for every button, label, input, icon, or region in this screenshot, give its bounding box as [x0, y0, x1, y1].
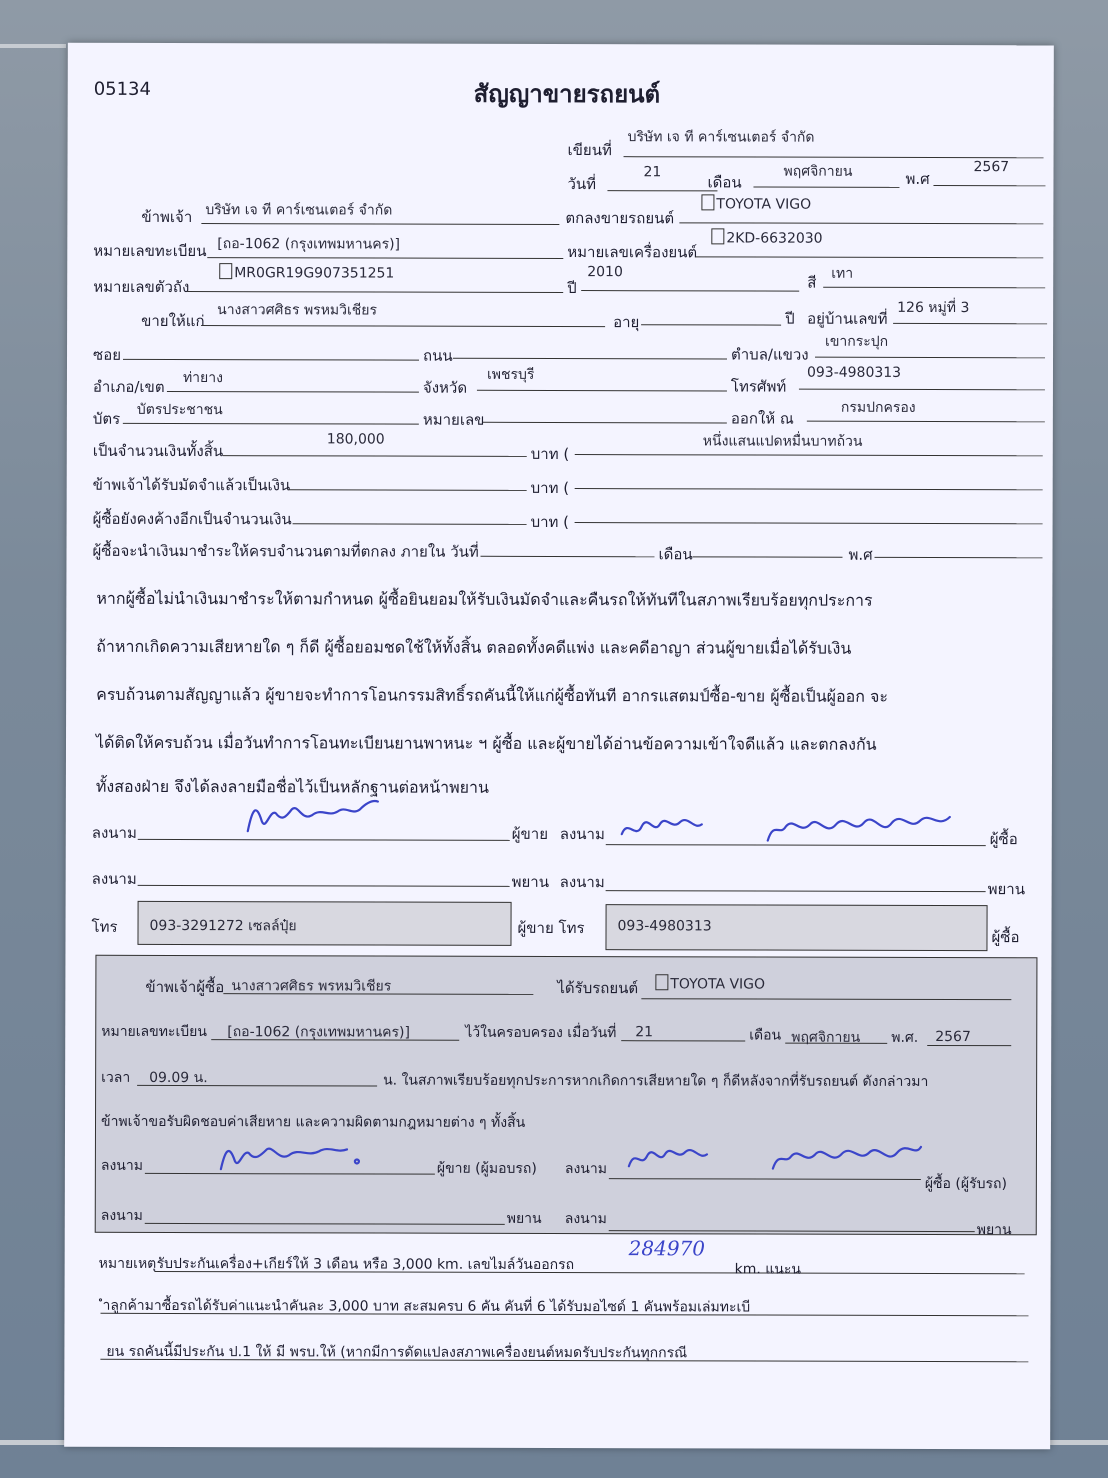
label-seller-tel: ผู้ขาย โทร	[517, 918, 585, 938]
label-chassis: หมายเลขตัวถัง	[93, 277, 190, 297]
underline	[607, 190, 717, 191]
clause-line: ถ้าหากเกิดความเสียหายใด ๆ ก็ดี ผู้ซื้อยอมชดใช้ให้ทั้งสิ้น ตลอดทั้งคดีแพ่ง และคดีอาญา ส่วนผู้ขายเมื่อได้รับเงิน	[96, 636, 852, 658]
field-total: 180,000	[326, 431, 385, 448]
label-possess: ไว้ในครอบครอง เมื่อวันที่	[465, 1024, 617, 1042]
field-buyer-name: นางสาวศศิธร พรหมวิเชียร	[217, 302, 378, 319]
label-sign: ลงนาม	[564, 1161, 607, 1178]
receipt-buyer-signature	[623, 1128, 923, 1177]
label-sign: ลงนาม	[100, 1157, 143, 1174]
receipt-condition: น. ในสภาพเรียบร้อยทุกประการหากเกิดการเสียหายใด ๆ ก็ดีหลังจากที่รับรถยนต์ ดังกล่าวมา	[383, 1072, 929, 1090]
buyer-signature	[618, 800, 978, 849]
notes-line-1: รับประกันเครื่อง+เกียร์ให้ 3 เดือน หรือ 3,000 km. เลขไมล์วันออกรถ	[156, 1255, 575, 1274]
label-witness: พยาน	[976, 1222, 1012, 1239]
underline	[207, 257, 563, 259]
label-receipt-buyer: ผู้ซื้อ (ผู้รับรถ)	[924, 1175, 1007, 1193]
label-sign: ลงนาม	[559, 873, 605, 892]
field-car-model	[701, 194, 811, 212]
clause-line: หากผู้ซื้อไม่นำเงินมาชำระให้ตามกำหนด ผู้ซื้อยินยอมให้รับเงินมัดจำและคืนรถให้ทันทีในสภาพเรียบร้อยทุกประการ	[96, 588, 873, 610]
receipt-buyer-name: นางสาวศศิธร พรหมวิเชียร	[231, 978, 392, 995]
underline	[679, 222, 1043, 224]
underline	[223, 455, 527, 457]
label-buyer: ผู้ซื้อ	[991, 928, 1020, 947]
notes-line-3: ยน รถคันนี้มีประกัน ป.1 ให้ มี พรบ.ให้ (หากมีการดัดแปลงสภาพเครื่องยนต์หมดรับประกันทุกกรณี	[106, 1343, 688, 1362]
checkbox-icon	[701, 194, 714, 210]
handwritten-mileage: 284970	[628, 1236, 706, 1261]
field-subdistrict: เขากระปุก	[825, 333, 889, 350]
field-card: บัตรประชาชน	[136, 401, 223, 419]
underline	[483, 422, 727, 424]
clause-line: ได้ติดให้ครบถ้วน เมื่อวันทำการโอนทะเบียนยานพาหนะ ฯ ผู้ซื้อ และผู้ขายได้อ่านข้อความเข้าใจดีแล้ว และตกลงกัน	[95, 732, 877, 754]
underline	[187, 291, 563, 293]
label-total: เป็นจำนวนเงินทั้งสิ้น	[92, 441, 224, 461]
underline	[641, 324, 781, 325]
label-soi: ซอย	[92, 345, 122, 364]
label-month: เดือน	[658, 545, 693, 564]
label-receipt-seller: ผู้ขาย (ผู้มอบรถ)	[436, 1160, 537, 1177]
field-engine-no	[711, 228, 822, 246]
label-witness: พยาน	[511, 872, 550, 891]
contract-paper	[64, 43, 1054, 1450]
label-witness: พยาน	[506, 1210, 542, 1227]
field-chassis	[219, 263, 394, 281]
field-phone: 093-4980313	[806, 364, 902, 381]
label-seller: ผู้ขาย	[511, 824, 549, 843]
label-baht: บาท (	[530, 512, 570, 532]
underline	[823, 287, 1045, 289]
underline	[201, 223, 559, 225]
underline	[692, 556, 842, 557]
underline	[167, 391, 419, 393]
underline	[893, 323, 1047, 324]
label-year-be: พ.ศ	[905, 169, 930, 188]
label-district: อำเภอ/เขต	[92, 377, 165, 396]
receipt-responsibility: ข้าพเจ้าขอรับผิดชอบค่าเสียหาย และความผิดตามกฎหมายต่าง ๆ ทั้งสิ้น	[100, 1113, 526, 1131]
field-day: 21	[643, 164, 662, 181]
label-receipt-month: เดือน	[749, 1027, 782, 1044]
label-notes: หมายเหตุ	[98, 1255, 157, 1272]
label-sign: ลงนาม	[91, 823, 137, 842]
doc-number: 05134	[93, 78, 152, 100]
tile-seam	[0, 44, 66, 48]
underline	[477, 390, 727, 392]
field-car-year: 2010	[587, 264, 623, 281]
checkbox-icon	[655, 974, 668, 990]
receipt-month: พฤศจิกายน	[791, 1029, 861, 1046]
label-road: ถนน	[422, 346, 453, 365]
label-date: วันที่	[567, 175, 597, 194]
field-issued-by: กรมปกครอง	[840, 399, 916, 416]
label-buyer: ผู้ซื้อ	[989, 830, 1018, 849]
notes-line-1-end: km. แนะน	[734, 1261, 801, 1278]
underline	[575, 454, 1043, 456]
doc-title: สัญญาขายรถยนต์	[473, 79, 661, 109]
underline	[815, 357, 1045, 359]
field-reg-no: [ถอ-1062 (กรุงเทพมหานคร)]	[217, 236, 401, 253]
label-sign: ลงนาม	[91, 869, 137, 888]
underline	[289, 489, 527, 491]
label-year: ปี	[567, 279, 577, 298]
underline	[453, 358, 727, 360]
underline	[606, 890, 986, 892]
label-receipt-buyer: ข้าพเจ้าผู้ซื้อ	[145, 977, 225, 997]
underline	[201, 325, 605, 327]
label-years: ปี	[785, 309, 795, 328]
underline	[138, 885, 510, 887]
label-sell-to: ขายให้แก่	[141, 311, 205, 331]
label-time: เวลา	[101, 1069, 131, 1086]
receipt-year: 2567	[935, 1028, 971, 1046]
label-receipt-year: พ.ศ.	[891, 1029, 919, 1046]
engine-no-text: 2KD-6632030	[726, 230, 823, 247]
underline	[575, 488, 1043, 490]
field-house-no: 126 หมู่ที่ 3	[897, 299, 970, 317]
seller-phone: 093-3291272 เซลล์ปุ๋ย	[149, 917, 297, 935]
label-written-at: เขียนที่	[567, 141, 612, 160]
car-model-text: TOYOTA VIGO	[716, 196, 812, 213]
label-province: จังหวัด	[422, 378, 468, 397]
label-phone: โทรศัพท์	[730, 377, 787, 396]
underline	[807, 421, 1045, 423]
receipt-car-model	[655, 974, 765, 992]
label-pay-by: ผู้ซื้อจะนำเงินมาชำระให้ครบจำนวนตามที่ตกลง ภายใน วันที่	[92, 541, 479, 561]
field-seller-name: บริษัท เจ ที คาร์เซนเตอร์ จำกัด	[205, 202, 393, 219]
underline	[753, 187, 899, 188]
label-baht: บาท (	[530, 478, 570, 498]
underline	[624, 156, 1044, 158]
clause-line: ครบถ้วนตามสัญญาแล้ว ผู้ขายจะทำการโอนกรรมสิทธิ์รถคันนี้ให้แก่ผู้ซื้อทันที อากรแสตมป์ซื้อ-ขาย ผู้ซื้อเป็นผู้ออก จะ	[96, 684, 889, 706]
field-year-be: 2567	[973, 159, 1010, 176]
label-tel: โทร	[91, 917, 118, 936]
label-remaining: ผู้ซื้อยังคงค้างอีกเป็นจำนวนเงิน	[92, 509, 292, 529]
underline	[293, 523, 527, 525]
underline	[581, 290, 799, 292]
checkbox-icon	[219, 263, 232, 279]
label-age: อายุ	[613, 313, 640, 332]
label-month: เดือน	[707, 173, 742, 192]
label-subdistrict: ตำบล/แขวง	[731, 345, 809, 364]
field-province: เพชรบุรี	[486, 366, 535, 383]
underline	[874, 557, 1042, 558]
underline	[575, 522, 1043, 524]
label-witness: พยาน	[987, 880, 1026, 899]
field-month: พฤศจิกายน	[783, 163, 853, 180]
receipt-seller-signature	[215, 1133, 365, 1175]
underline	[480, 556, 654, 557]
underline	[927, 1045, 1011, 1046]
label-house-no: อยู่บ้านเลขที่	[807, 309, 888, 328]
label-baht: บาท (	[530, 444, 570, 464]
label-color: สี	[807, 273, 817, 292]
label-card: บัตร	[92, 409, 121, 428]
underline	[123, 423, 419, 425]
label-number: หมายเลข	[422, 410, 485, 429]
label-sign: ลงนาม	[100, 1207, 143, 1224]
field-district: ท่ายาง	[182, 370, 223, 387]
notes-line-2: ำลูกค้ามาซื้อรถได้รับค่าแนะนำคันละ 3,000 บาท สะสมครบ 6 คัน คันที่ 6 ได้รับมอไซด์ 1 คันพร้อมเล่มทะเบี	[102, 1297, 751, 1316]
checkbox-icon	[711, 228, 724, 244]
label-agree-sell: ตกลงขายรถยนต์	[565, 209, 675, 228]
buyer-phone: 093-4980313	[617, 918, 712, 935]
label-i: ข้าพเจ้า	[141, 207, 193, 227]
field-total-words: หนึ่งแสนแปดหมื่นบาทถ้วน	[702, 433, 863, 450]
receipt-car-model-text: TOYOTA VIGO	[670, 976, 766, 993]
seller-signature	[242, 791, 392, 839]
underline	[695, 256, 1043, 258]
field-color: เทา	[831, 265, 854, 282]
label-sign: ลงนาม	[559, 825, 605, 844]
underline	[799, 389, 1045, 391]
underline	[933, 185, 1045, 186]
chassis-text: MR0GR19G907351251	[234, 265, 395, 282]
label-issued-by: ออกให้ ณ	[730, 409, 794, 428]
label-deposit: ข้าพเจ้าได้รับมัดจำแล้วเป็นเงิน	[92, 475, 291, 495]
label-receipt-reg: หมายเลขทะเบียน	[101, 1023, 207, 1041]
field-written-at: บริษัท เจ ที คาร์เซนเตอร์ จำกัด	[627, 129, 815, 146]
label-year-be: พ.ศ	[848, 545, 873, 564]
receipt-day: 21	[635, 1024, 654, 1041]
label-reg-no: หมายเลขทะเบียน	[93, 241, 207, 261]
label-sign: ลงนาม	[564, 1211, 607, 1228]
underline	[123, 359, 419, 361]
clause-line: ทั้งสองฝ่าย จึงได้ลงลายมือชื่อไว้เป็นหลักฐานต่อหน้าพยาน	[95, 776, 490, 797]
label-engine-no: หมายเลขเครื่องยนต์	[567, 243, 698, 262]
label-received: ได้รับรถยนต์	[557, 978, 639, 998]
receipt-time: 09.09 น.	[149, 1069, 208, 1087]
receipt-reg-no: [ถอ-1062 (กรุงเทพมหานคร)]	[227, 1024, 410, 1041]
